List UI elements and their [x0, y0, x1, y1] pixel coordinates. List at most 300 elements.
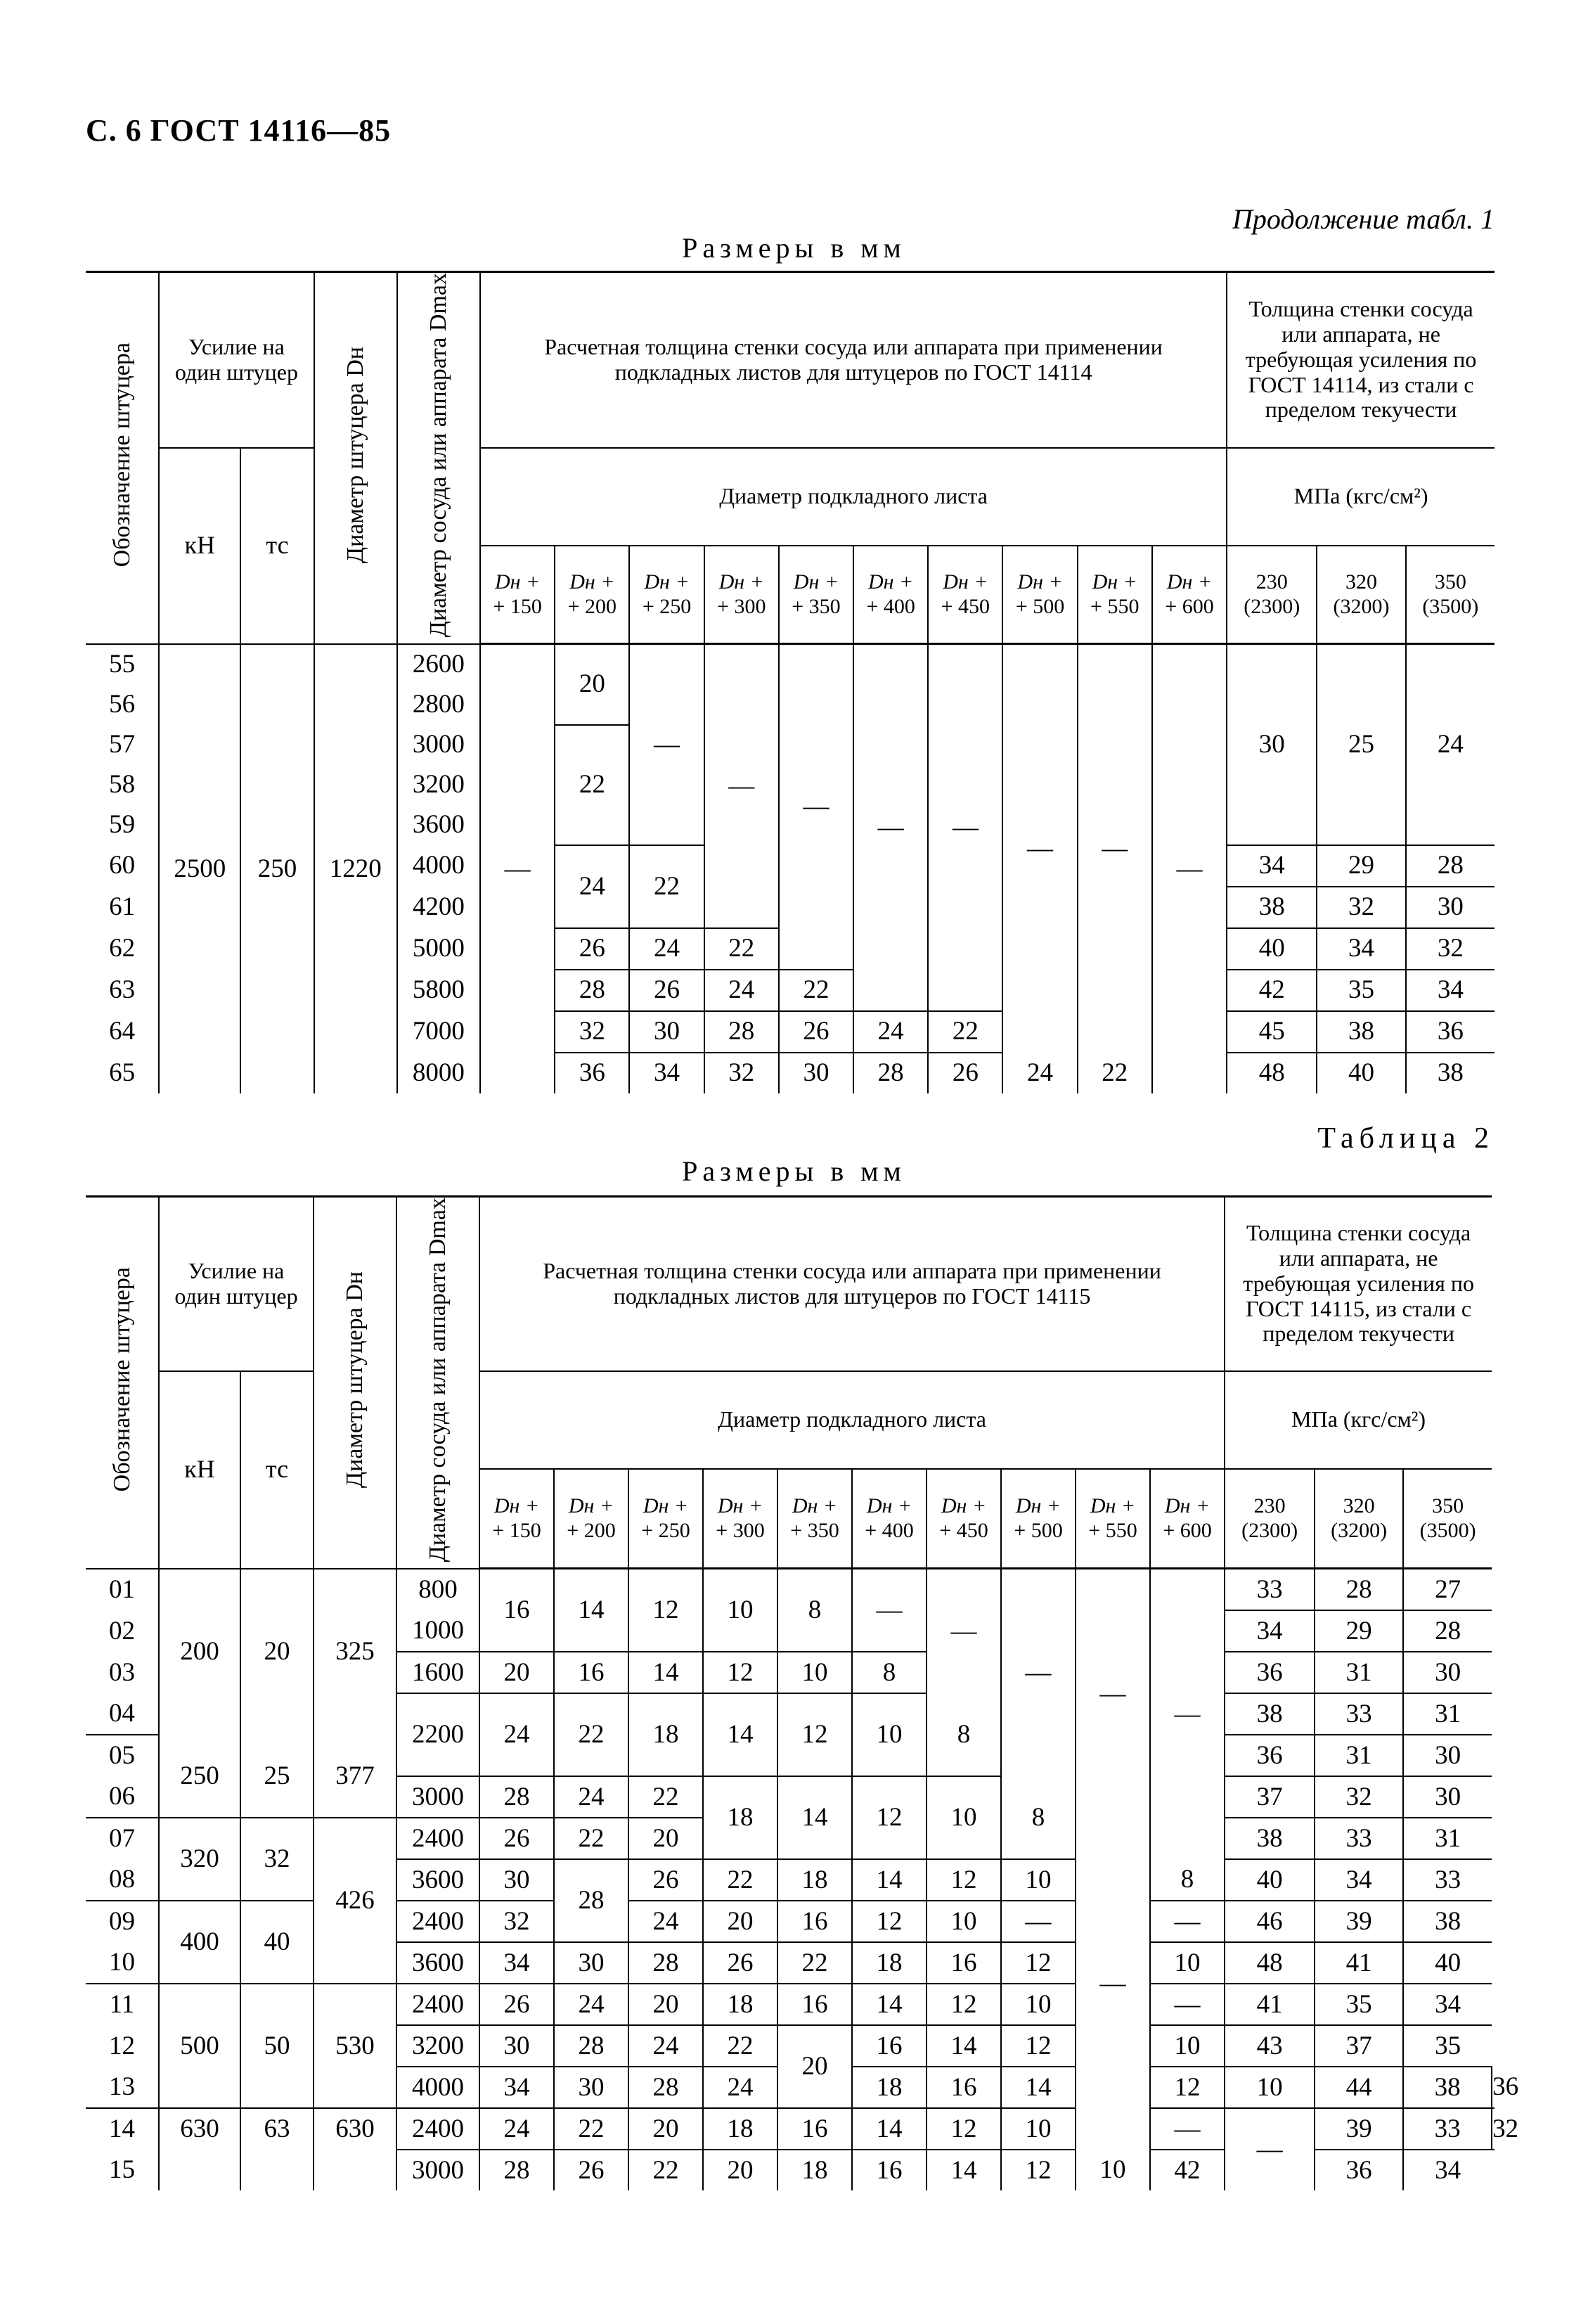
designation-cell: 03 — [86, 1652, 159, 1693]
fitting-diam-cell — [314, 2150, 396, 2190]
pad-cell: 8 — [852, 1652, 927, 1693]
pad-cell: 14 — [852, 2108, 927, 2150]
force-kn-cell: 200 — [159, 1569, 240, 1735]
pad-cell: 12 — [927, 1984, 1001, 2025]
col-kn-header: кН — [159, 1371, 240, 1569]
pad-cell: 22 — [555, 725, 629, 845]
col-yield-320-header: 320 (3200) — [1317, 546, 1405, 644]
pad-cell: 14 — [852, 1859, 927, 1901]
vessel-diam-cell: 1600 — [396, 1652, 479, 1693]
designation-cell: 01 — [86, 1569, 159, 1611]
fitting-diam-cell: 377 — [314, 1735, 396, 1818]
designation-cell: 55 — [86, 644, 159, 685]
yield-cell: 30 — [1403, 1776, 1492, 1818]
pad-cell: 12 — [703, 1652, 777, 1693]
pad-cell: 28 — [479, 1776, 554, 1818]
table-1-continuation — [86, 271, 1495, 1093]
designation-cell: 58 — [86, 765, 159, 805]
col-pad-350-header: Dн + + 350 — [779, 546, 853, 644]
pad-cell: 10 — [703, 1569, 777, 1652]
pad-cell: 28 — [628, 2067, 703, 2108]
table-2 — [86, 1195, 1519, 2190]
pad-cell: 26 — [555, 928, 629, 970]
col-tc-header: тс — [240, 1371, 314, 1569]
table-row — [86, 1901, 1495, 1942]
pad-cell: 22 — [628, 2150, 703, 2190]
pad-cell: 18 — [703, 1776, 777, 1859]
pad-cell: — — [1150, 1569, 1225, 1860]
col-pad-550-header: Dн + + 550 — [1078, 546, 1152, 644]
yield-cell: 42 — [1227, 970, 1317, 1011]
vessel-diam-cell: 3200 — [396, 2025, 479, 2067]
col-calc-thickness-header: Расчетная толщина стенки сосуда или аппарата при применении подкладных листов для штуцеров по ГОСТ 14115 — [479, 1197, 1225, 1371]
pad-cell: 26 — [629, 970, 704, 1011]
col-vessel-diam-header: Диаметр сосуда или аппарата Dmax — [397, 272, 480, 644]
pad-cell: 30 — [479, 1859, 554, 1901]
fitting-diam-cell: 426 — [314, 1818, 396, 1984]
pad-cell: 20 — [777, 2025, 852, 2108]
pad-cell: 24 — [628, 1901, 703, 1942]
yield-cell: 41 — [1315, 1942, 1403, 1984]
pad-cell: 10 — [852, 1693, 927, 1776]
col-pad-250-header: Dн + + 250 — [629, 546, 704, 644]
pad-cell: 30 — [479, 2025, 554, 2067]
pad-cell: — — [480, 644, 555, 1093]
yield-cell: 34 — [1406, 970, 1495, 1011]
designation-cell: 14 — [86, 2108, 159, 2150]
pad-cell: 24 — [554, 1984, 628, 2025]
vessel-diam-cell: 3600 — [396, 1942, 479, 1984]
col-yield-350-header: 350 (3500) — [1403, 1469, 1492, 1569]
yield-cell: 34 — [1227, 845, 1317, 887]
col-pad-150-header: Dн + + 150 — [480, 546, 555, 644]
fitting-diam-cell: 530 — [314, 1984, 396, 2108]
designation-cell: 59 — [86, 805, 159, 845]
yield-cell: 32 — [1317, 887, 1405, 928]
yield-cell: 34 — [1403, 1984, 1492, 2025]
col-pad-400-header: Dн + + 400 — [852, 1469, 927, 1569]
pad-cell: 22 — [777, 1942, 852, 1984]
vessel-diam-cell: 4000 — [396, 2067, 479, 2108]
yield-cell: 25 — [1317, 644, 1405, 845]
pad-cell: 20 — [703, 1901, 777, 1942]
pad-cell: 10 — [1150, 2025, 1225, 2067]
vessel-diam-cell: 7000 — [397, 1011, 480, 1053]
units-label-2: Размеры в мм — [682, 1155, 906, 1187]
pad-cell: 28 — [555, 970, 629, 1011]
pad-cell: — — [928, 644, 1002, 1011]
pad-cell: 34 — [479, 1942, 554, 1984]
vessel-diam-cell: 3600 — [397, 805, 480, 845]
col-pad-450-header: Dн + + 450 — [928, 546, 1002, 644]
force-tc-cell: 32 — [240, 1818, 314, 1901]
pad-cell: 36 — [555, 1053, 629, 1093]
yield-cell: 36 — [1225, 1735, 1315, 1776]
pad-cell: 18 — [703, 2108, 777, 2150]
designation-cell: 06 — [86, 1776, 159, 1818]
yield-cell: 41 — [1225, 1984, 1315, 2025]
col-pad-600-header: Dн + + 600 — [1152, 546, 1227, 644]
pad-cell: 32 — [555, 1011, 629, 1053]
force-tc-cell: 50 — [240, 1984, 314, 2108]
force-tc-cell: 25 — [240, 1735, 314, 1818]
pad-cell: 24 — [853, 1011, 928, 1053]
col-yield-230-header: 230 (2300) — [1227, 546, 1317, 644]
yield-cell: 30 — [1403, 1652, 1492, 1693]
pad-cell: 22 — [628, 1776, 703, 1818]
yield-cell: 38 — [1406, 1053, 1495, 1093]
vessel-diam-cell: 3600 — [396, 1859, 479, 1901]
designation-cell: 65 — [86, 1053, 159, 1093]
yield-cell: 31 — [1403, 1818, 1492, 1859]
page-header: С. 6 ГОСТ 14116—85 — [86, 113, 392, 148]
yield-cell: 36 — [1492, 2067, 1495, 2108]
force-tc-cell: 20 — [240, 1569, 314, 1735]
col-pad-300-header: Dн + + 300 — [704, 546, 779, 644]
pad-cell: 14 — [554, 1569, 628, 1652]
pad-cell: 10 — [777, 1652, 852, 1693]
yield-cell: 29 — [1315, 1610, 1403, 1652]
pad-cell: 16 — [777, 2108, 852, 2150]
yield-cell: 48 — [1227, 1053, 1317, 1093]
pad-cell: 20 — [628, 2108, 703, 2150]
col-vessel-diam-header: Диаметр сосуда или аппарата Dmax — [396, 1197, 479, 1569]
table-row — [86, 644, 1495, 685]
col-force-header: Усилие на один штуцер — [159, 1197, 314, 1371]
vessel-diam-cell: 2800 — [397, 685, 480, 725]
pad-cell: 30 — [779, 1053, 853, 1093]
designation-cell: 07 — [86, 1818, 159, 1859]
pad-cell: 10 — [927, 1776, 1001, 1859]
pad-cell: 10 — [1001, 2108, 1076, 2150]
col-mpa-header: МПа (кгс/см²) — [1225, 1371, 1492, 1469]
col-designation-header: Обозначение штуцера — [86, 1197, 159, 1569]
pad-cell: 22 — [703, 2025, 777, 2067]
designation-cell: 11 — [86, 1984, 159, 2025]
yield-cell: 38 — [1225, 1818, 1315, 1859]
vessel-diam-cell: 4200 — [397, 887, 480, 928]
col-pad-500-header: Dн + + 500 — [1001, 1469, 1076, 1569]
pad-cell: 14 — [852, 1984, 927, 2025]
table-row — [86, 2108, 1495, 2150]
units-label-1: Размеры в мм — [682, 232, 906, 264]
pad-cell: 10 — [1001, 1984, 1076, 2025]
pad-cell: 22 — [554, 2108, 628, 2150]
yield-cell: 24 — [1406, 644, 1495, 845]
yield-cell: 30 — [1403, 1735, 1492, 1776]
pad-cell: 24 — [555, 845, 629, 928]
vessel-diam-cell: 5000 — [397, 928, 480, 970]
col-mpa-header: МПа (кгс/см²) — [1227, 448, 1495, 546]
yield-cell: 38 — [1403, 2067, 1492, 2108]
yield-cell: 38 — [1227, 887, 1317, 928]
designation-cell: 04 — [86, 1693, 159, 1735]
yield-cell: 33 — [1403, 2108, 1492, 2150]
vessel-diam-cell: 3000 — [397, 725, 480, 765]
pad-cell: 18 — [852, 1942, 927, 1984]
continuation-label: Продолжение табл. 1 — [1232, 203, 1495, 235]
vessel-diam-cell: 2400 — [396, 1901, 479, 1942]
vessel-diam-cell: 3000 — [396, 1776, 479, 1818]
pad-cell: 16 — [927, 2067, 1001, 2108]
designation-cell: 12 — [86, 2025, 159, 2067]
pad-cell: 8 — [1150, 1859, 1225, 1901]
force-tc-cell — [240, 2150, 314, 2190]
pad-cell: 12 — [852, 1901, 927, 1942]
pad-cell: 32 — [479, 1901, 554, 1942]
pad-cell: 16 — [479, 1569, 554, 1652]
pad-cell: 12 — [628, 1569, 703, 1652]
yield-cell: 35 — [1315, 1984, 1403, 2025]
pad-cell: 30 — [629, 1011, 704, 1053]
yield-cell: 43 — [1225, 2025, 1315, 2067]
yield-cell: 30 — [1406, 887, 1495, 928]
yield-cell: 36 — [1225, 1652, 1315, 1693]
yield-cell: 27 — [1403, 1569, 1492, 1611]
col-pad-300-header: Dн + + 300 — [703, 1469, 777, 1569]
table-2-label: Таблица 2 — [1317, 1122, 1495, 1155]
pad-cell: — — [1150, 1984, 1225, 2025]
pad-cell: 28 — [704, 1011, 779, 1053]
designation-cell: 15 — [86, 2150, 159, 2190]
force-tc-cell: 40 — [240, 1901, 314, 1984]
pad-cell: 12 — [1001, 1942, 1076, 1984]
yield-cell: 39 — [1315, 2108, 1403, 2150]
pad-cell: 30 — [554, 1942, 628, 1984]
pad-cell: 10 — [1001, 1859, 1076, 1901]
pad-cell: 26 — [554, 2150, 628, 2190]
col-calc-thickness-header: Расчетная толщина стенки сосуда или аппарата при применении подкладных листов для штуцеров по ГОСТ 14114 — [480, 272, 1227, 448]
pad-cell: — — [1078, 644, 1152, 1053]
force-kn-cell: 320 — [159, 1818, 240, 1901]
pad-cell: 28 — [554, 2025, 628, 2067]
yield-cell: 48 — [1225, 1942, 1315, 1984]
pad-cell: 22 — [629, 845, 704, 928]
col-fitting-diam-header: Диаметр штуцера Dн — [314, 272, 397, 644]
yield-cell: 31 — [1315, 1735, 1403, 1776]
pad-cell: 14 — [927, 2150, 1001, 2190]
pad-cell: 16 — [554, 1652, 628, 1693]
designation-cell: 10 — [86, 1942, 159, 1984]
pad-cell: 8 — [927, 1693, 1001, 1776]
pad-cell: 26 — [479, 1984, 554, 2025]
fitting-diam-cell: 1220 — [314, 644, 397, 1093]
designation-cell: 60 — [86, 845, 159, 887]
pad-cell: 8 — [1001, 1776, 1076, 1859]
col-yield-230-header: 230 (2300) — [1225, 1469, 1315, 1569]
pad-cell: 8 — [777, 1569, 852, 1652]
pad-cell: 22 — [928, 1011, 1002, 1053]
pad-cell: 22 — [1078, 1053, 1152, 1093]
pad-cell: — — [927, 1569, 1001, 1694]
yield-cell: 32 — [1315, 1776, 1403, 1818]
force-kn-cell: 400 — [159, 1901, 240, 1984]
yield-cell: 33 — [1315, 1818, 1403, 1859]
col-designation-header: Обозначение штуцера — [86, 272, 159, 644]
designation-cell: 08 — [86, 1859, 159, 1901]
pad-cell: — — [1001, 1569, 1076, 1777]
yield-cell: 31 — [1315, 1652, 1403, 1693]
pad-cell: 22 — [779, 970, 853, 1011]
table-row — [86, 1569, 1495, 1611]
pad-cell: 26 — [479, 1818, 554, 1859]
table-row — [86, 1984, 1495, 2025]
yield-cell: 28 — [1315, 1569, 1403, 1611]
yield-cell: 34 — [1403, 2150, 1492, 2190]
pad-cell: 12 — [1001, 2025, 1076, 2067]
designation-cell: 02 — [86, 1610, 159, 1652]
pad-cell: 30 — [554, 2067, 628, 2108]
pad-cell: — — [1001, 1901, 1076, 1942]
yield-cell: 33 — [1315, 1693, 1403, 1735]
col-kn-header: кН — [159, 448, 240, 644]
pad-cell: 22 — [703, 1859, 777, 1901]
pad-cell: 18 — [777, 1859, 852, 1901]
pad-cell: 34 — [629, 1053, 704, 1093]
pad-cell: — — [853, 644, 928, 1011]
pad-cell: 14 — [777, 1776, 852, 1859]
pad-cell: — — [1152, 644, 1227, 1093]
yield-cell: 33 — [1225, 1569, 1315, 1611]
yield-cell: 34 — [1317, 928, 1405, 970]
pad-cell: 32 — [704, 1053, 779, 1093]
vessel-diam-cell: 2400 — [396, 1818, 479, 1859]
vessel-diam-cell: 2600 — [397, 644, 480, 685]
yield-cell: 37 — [1225, 1776, 1315, 1818]
pad-cell: — — [1150, 2108, 1225, 2150]
pad-cell: 16 — [927, 1942, 1001, 1984]
pad-cell: 24 — [479, 2108, 554, 2150]
pad-cell: 22 — [704, 928, 779, 970]
pad-cell: 26 — [628, 1859, 703, 1901]
pad-cell: — — [779, 644, 853, 970]
pad-cell: 20 — [628, 1818, 703, 1859]
pad-cell: 14 — [1001, 2067, 1076, 2108]
vessel-diam-cell: 5800 — [397, 970, 480, 1011]
pad-cell: 16 — [852, 2150, 927, 2190]
yield-cell: 40 — [1227, 928, 1317, 970]
col-pad-250-header: Dн + + 250 — [628, 1469, 703, 1569]
designation-cell: 64 — [86, 1011, 159, 1053]
pad-cell: 26 — [703, 1942, 777, 1984]
pad-cell: 20 — [555, 644, 629, 725]
col-yield-350-header: 350 (3500) — [1406, 546, 1495, 644]
yield-cell: 38 — [1225, 1693, 1315, 1735]
yield-cell: 45 — [1227, 1011, 1317, 1053]
yield-cell: 29 — [1317, 845, 1405, 887]
yield-cell: 32 — [1492, 2108, 1495, 2150]
yield-cell: 36 — [1406, 1011, 1495, 1053]
pad-cell: — — [1076, 1818, 1150, 2150]
col-pad-450-header: Dн + + 450 — [927, 1469, 1001, 1569]
yield-cell: 35 — [1403, 2025, 1492, 2067]
pad-cell: 12 — [1150, 2067, 1225, 2108]
designation-cell: 56 — [86, 685, 159, 725]
pad-cell: 20 — [479, 1652, 554, 1693]
vessel-diam-cell: 3200 — [397, 765, 480, 805]
yield-cell: 35 — [1317, 970, 1405, 1011]
pad-cell: 24 — [704, 970, 779, 1011]
vessel-diam-cell: 3000 — [396, 2150, 479, 2190]
pad-cell: 14 — [703, 1693, 777, 1776]
col-yield-320-header: 320 (3200) — [1315, 1469, 1403, 1569]
col-pad-600-header: Dн + + 600 — [1150, 1469, 1225, 1569]
pad-cell: 12 — [777, 1693, 852, 1776]
pad-cell: — — [1150, 1901, 1225, 1942]
yield-cell: 31 — [1403, 1693, 1492, 1735]
fitting-diam-cell: 630 — [314, 2108, 396, 2150]
pad-cell: 14 — [628, 1652, 703, 1693]
yield-cell: 34 — [1315, 1859, 1403, 1901]
col-force-header: Усилие на один штуцер — [159, 272, 314, 448]
pad-cell: 18 — [852, 2067, 927, 2108]
yield-cell: 40 — [1403, 1942, 1492, 1984]
pad-cell: 34 — [479, 2067, 554, 2108]
force-kn-cell — [159, 2150, 240, 2190]
pad-cell: — — [1076, 1569, 1150, 1818]
pad-cell: 10 — [1225, 2067, 1315, 2108]
force-kn-cell: 630 — [159, 2108, 240, 2150]
force-tc-cell: 63 — [240, 2108, 314, 2150]
pad-cell: 24 — [628, 2025, 703, 2067]
fitting-diam-cell: 325 — [314, 1569, 396, 1735]
pad-cell: 28 — [554, 1859, 628, 1942]
yield-cell: 36 — [1315, 2150, 1403, 2190]
vessel-diam-cell: 2200 — [396, 1693, 479, 1776]
yield-cell: 38 — [1317, 1011, 1405, 1053]
force-kn-cell: 2500 — [159, 644, 240, 1093]
yield-cell: 28 — [1403, 1610, 1492, 1652]
designation-cell: 13 — [86, 2067, 159, 2108]
designation-cell: 09 — [86, 1901, 159, 1942]
yield-cell: 40 — [1317, 1053, 1405, 1093]
designation-cell: 57 — [86, 725, 159, 765]
vessel-diam-cell: 2400 — [396, 2108, 479, 2150]
pad-cell: — — [1225, 2108, 1315, 2190]
yield-cell: 42 — [1150, 2150, 1225, 2190]
pad-cell: 16 — [777, 1984, 852, 2025]
col-tc-header: тс — [240, 448, 314, 644]
yield-cell: 32 — [1406, 928, 1495, 970]
col-no-reinforcement-header: Толщина стенки сосуда или аппарата, не требующая усиления по ГОСТ 14115, из стали с пределом текучести — [1225, 1197, 1492, 1371]
pad-cell: 12 — [1001, 2150, 1076, 2190]
col-pad-150-header: Dн + + 150 — [479, 1469, 554, 1569]
pad-cell: 10 — [1150, 1942, 1225, 1984]
col-pad-200-header: Dн + + 200 — [555, 546, 629, 644]
col-pad-200-header: Dн + + 200 — [554, 1469, 628, 1569]
col-pad-diam-header: Диаметр подкладного листа — [480, 448, 1227, 546]
pad-cell: 12 — [852, 1776, 927, 1859]
pad-cell: 24 — [479, 1693, 554, 1776]
yield-cell: 28 — [1406, 845, 1495, 887]
col-pad-500-header: Dн + + 500 — [1002, 546, 1077, 644]
col-pad-350-header: Dн + + 350 — [777, 1469, 852, 1569]
pad-cell: 18 — [703, 1984, 777, 2025]
pad-cell: 28 — [479, 2150, 554, 2190]
pad-cell: — — [852, 1569, 927, 1652]
force-kn-cell: 500 — [159, 1984, 240, 2108]
pad-cell: 18 — [777, 2150, 852, 2190]
yield-cell: 30 — [1227, 644, 1317, 845]
vessel-diam-cell: 8000 — [397, 1053, 480, 1093]
col-fitting-diam-header: Диаметр штуцера Dн — [314, 1197, 396, 1569]
pad-cell: — — [629, 644, 704, 845]
pad-cell: 20 — [628, 1984, 703, 2025]
col-pad-550-header: Dн + + 550 — [1076, 1469, 1150, 1569]
pad-cell: 18 — [628, 1693, 703, 1776]
force-tc-cell: 250 — [240, 644, 314, 1093]
pad-cell: — — [1002, 644, 1077, 1053]
